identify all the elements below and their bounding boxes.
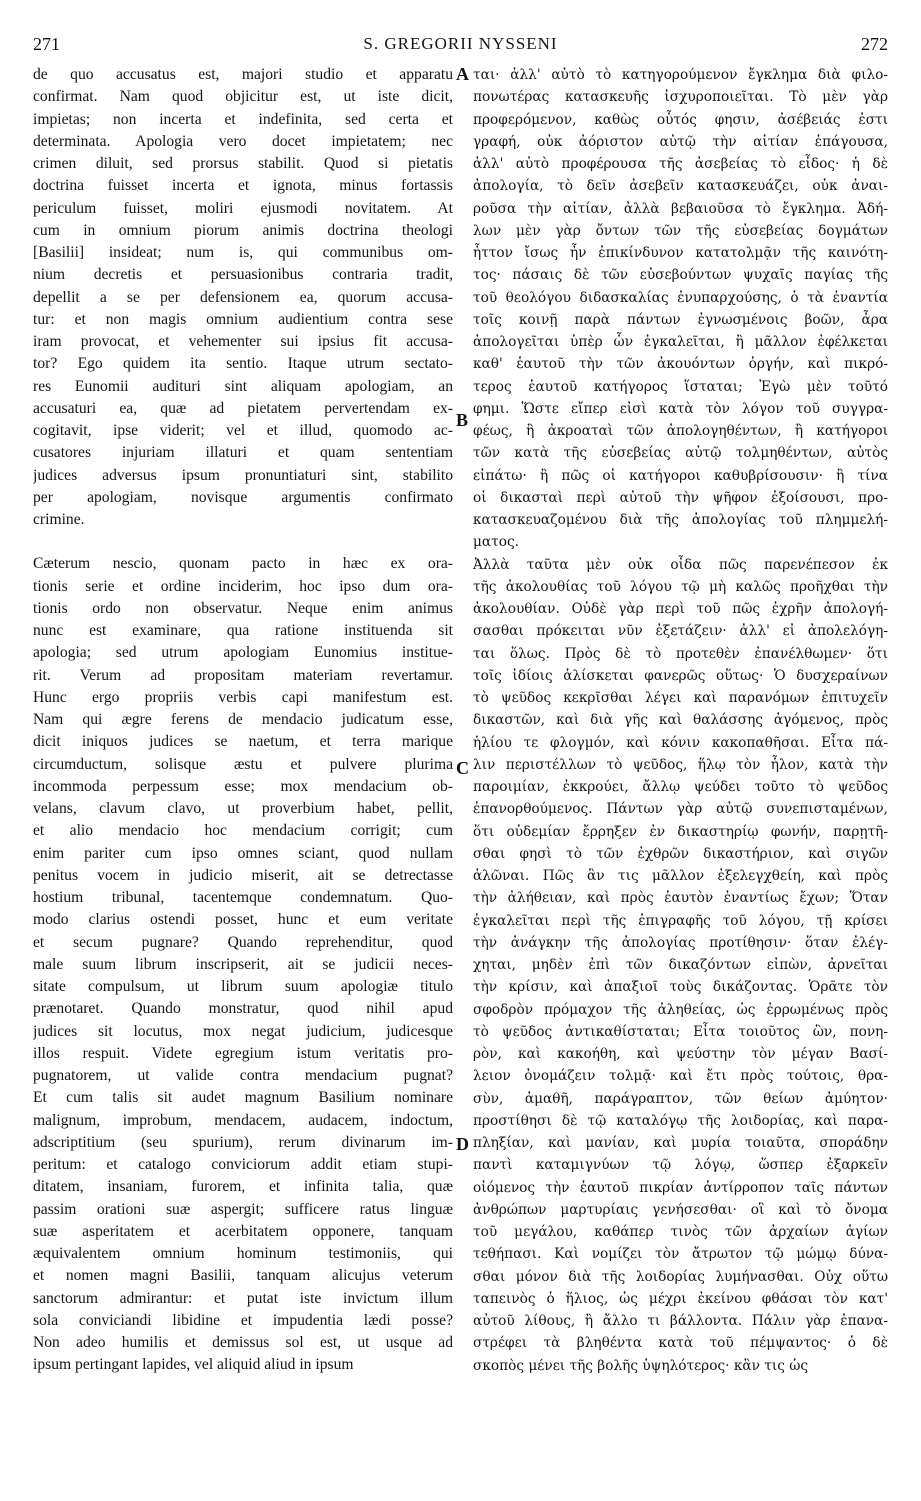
greek-text-line: σκοπὸς μένει τῆς βολῆς ὑψηλότερος· κἂν τις ὡς bbox=[473, 1357, 809, 1374]
latin-text-line: judices adversus ipsum pronuntiaturi sint, stabilito bbox=[33, 466, 453, 484]
latin-text-line: crimen diluit, sed prorsus stabilit. Quod si pietatis bbox=[33, 155, 453, 172]
latin-text-line: et alio mendacio hoc mendacium corrigit; cum bbox=[33, 822, 453, 840]
greek-text-line: τῶν κατὰ τῆς εὐσεβείας αὐτῷ τολμηθέντων, αὐτὸς bbox=[473, 445, 888, 462]
greek-column bbox=[473, 64, 888, 1377]
greek-text-line: πληξίαν, καὶ μανίαν, καὶ μυρία τοιαῦτα, σποράδην bbox=[473, 1135, 888, 1151]
latin-text-line: Cæterum nescio, quonam pacto in hæc ex ora- bbox=[33, 555, 453, 573]
greek-text-line: πονωτέρας κατασκευῆς ἰσχυροποιεῖται. Τὸ μὲν γὰρ bbox=[473, 89, 888, 106]
latin-text-line: apologia; sed utrum apologiam Eunomius institue- bbox=[33, 644, 453, 662]
greek-text-line: Ἀλλὰ ταῦτα μὲν οὐκ οἶδα πῶς παρενέπεσον ἐκ bbox=[473, 556, 888, 573]
greek-text-line: σθαι φησὶ τὸ τῶν ἐχθρῶν δικαστήριον, καὶ σιγῶν bbox=[473, 845, 888, 862]
greek-text-line: λων μὲν γὰρ ὄντων τῶν τῆς εὐσεβείας δογμάτων bbox=[473, 222, 888, 239]
latin-text-line: depellit a se per defensionem ea, quorum accusa- bbox=[33, 288, 453, 306]
latin-text-line: ditatem, insaniam, furorem, et infinita talia, quæ bbox=[33, 1178, 453, 1196]
latin-text-line: sola conviciandi libidine et impudentia lædi posse? bbox=[33, 1311, 453, 1329]
latin-text-line: [Basilii] insideat; num is, qui communibus om- bbox=[33, 244, 453, 261]
greek-text-line: τοῦ θεολόγου διδασκαλίας ἐνυπαρχούσης, ὁ τὰ ἐναντία bbox=[473, 289, 888, 306]
latin-text-line: hostium tribunal, tacentemque condemnatum. Quo- bbox=[33, 889, 453, 906]
greek-text-line: τοῖς κοινῇ παρὰ πάντων ἐγνωσμένοις βοῶν, ἆρα bbox=[473, 311, 888, 328]
greek-text-line: ἀνθρώπων μαρτυρίαις γενήσεσθαι· οἳ καὶ τὸ ὄνομα bbox=[473, 1201, 888, 1218]
greek-text-line: τεθήπασι. Καὶ νομίζει τὸν ἄτρωτον τῷ μώμῳ δύνα- bbox=[473, 1246, 888, 1263]
greek-text-line: σφοδρὸν πρόμαχον τῆς ἀληθείας, ὡς ἐρρωμένως πρὸς bbox=[473, 1001, 888, 1018]
latin-text-line: Non adeo humilis et demissus sol est, ut usque ad bbox=[33, 1334, 453, 1351]
greek-text-line: τῆς ἀκολουθίας τοῦ λόγου τῷ μὴ καλῶς προῆχθαι τὴν bbox=[473, 578, 888, 595]
latin-text-line: et secum pugnare? Quando reprehenditur, quod bbox=[33, 933, 453, 951]
greek-text-line: τοῦ μεγάλου, καθάπερ τινὸς τῶν ἀρχαίων ἁγίων bbox=[473, 1224, 888, 1240]
greek-text-line: χηται, μηδὲν ἐπὶ τῶν δικαζόντων εἰπὼν, ἀρνεῖται bbox=[473, 957, 888, 973]
greek-text-line: ἧττον ἴσως ἦν ἐπικίνδυνον κατατολμᾷν τῆς καινότη- bbox=[473, 245, 888, 261]
latin-text-line: et nomen magni Basilii, tanquam alicujus veterum bbox=[33, 1267, 453, 1285]
latin-text-line: judices sit locutus, mox negat judicium, judicesque bbox=[33, 1022, 453, 1040]
greek-text-line: ματος. bbox=[473, 534, 519, 551]
greek-text-line: φέως, ἢ ἀκροαταὶ τῶν ἀπολογηθέντων, ἢ κατήγοροι bbox=[473, 423, 888, 439]
latin-text-line: determinata. Apologia vero docet impietatem; nec bbox=[33, 132, 453, 150]
latin-text-line: rit. Verum ad propositam materiam revertamur. bbox=[33, 666, 453, 684]
latin-text-line: malignum, improbum, mendacem, audacem, indoctum, bbox=[33, 1111, 453, 1129]
greek-text-line: εἰπάτω· ἢ πῶς οἱ κατήγοροι καθυβρίσουσιν· ἢ τίνα bbox=[473, 467, 888, 484]
latin-text-line: circumductum, solisque æstu et pulvere plurima bbox=[33, 755, 453, 773]
latin-text-line: cogitavit, ipse viderit; vel et illud, quomodo ac- bbox=[33, 422, 453, 439]
greek-text-line: σασθαι πρόκειται νῦν ἐξετάζειν· ἀλλ' εἰ ἀπολελόγη- bbox=[473, 623, 888, 640]
greek-text-line: ἀλλ' αὐτὸ προφέρουσα τῆς ἀσεβείας τὸ εἶδος· ἡ δὲ bbox=[473, 156, 888, 172]
latin-text-line: pugnatorem, ut valide contra mendacium pugnat? bbox=[33, 1067, 453, 1084]
latin-text-line: crimine. bbox=[33, 511, 85, 528]
margin-marker-d: D bbox=[456, 1134, 469, 1154]
latin-text-line: adscriptitium (seu spurium), rerum divinarum im- bbox=[33, 1133, 453, 1151]
latin-text-line: enim pariter cum ipso omnes sciant, quod nullam bbox=[33, 844, 453, 862]
greek-text-line: οἰόμενος τὴν ἑαυτοῦ πικρίαν ἀντίρροπον ταῖς πάντων bbox=[473, 1179, 888, 1196]
greek-text-line: τερος ἑαυτοῦ κατήγορος ἵσταται; Ἐγὼ μὲν τοῦτό bbox=[473, 378, 888, 395]
greek-text-line: τὴν κρίσιν, καὶ ἀπαξιοῖ τοὺς δικάζοντας. Ὁρᾶτε τὸν bbox=[473, 979, 888, 996]
greek-text-line: ροῦσα τὴν αἰτίαν, ἀλλὰ βεβαιοῦσα τὸ ἔγκλημα. Ἀδή- bbox=[473, 200, 888, 217]
greek-text-line: καθ' ἑαυτοῦ τὴν τῶν ἀκουόντων ὀργήν, καὶ πικρό- bbox=[473, 356, 888, 373]
greek-text-line: ἀπολογεῖται ὑπὲρ ὧν ἐγκαλεῖται, ἢ μᾶλλον ἐφέλκεται bbox=[473, 334, 888, 350]
greek-text-line: λειον ὀνομάζειν τολμᾷ· καὶ ἔτι πρὸς τούτοις, θρα- bbox=[473, 1068, 888, 1085]
margin-marker-b: B bbox=[456, 410, 469, 430]
greek-text-line: λιν περιστέλλων τὸ ψεῦδος, ἥλῳ τὸν ἧλον, κατὰ τὴν bbox=[473, 756, 888, 773]
latin-text-line: tor? Ego quidem ita sentio. Itaque utrum sectato- bbox=[33, 355, 453, 373]
latin-text-line: cum in omnium piorum animis doctrina theologi bbox=[33, 221, 453, 239]
latin-text-line: doctrina fuisset incerta et ignota, minus fortassis bbox=[33, 177, 453, 195]
greek-text-line: ται ὅλως. Πρὸς δὲ τὸ προτεθὲν ἐπανέλθωμεν· ὅτι bbox=[473, 645, 888, 662]
latin-text-line: confirmat. Nam quod objicitur est, ut iste dicit, bbox=[33, 88, 453, 106]
latin-text-line: sitate compulsum, ut librum suum apologiæ titulo bbox=[33, 978, 453, 995]
latin-text-line: dicit iniquos judices se naetum, et terra marique bbox=[33, 733, 453, 751]
greek-text-line: ὅτι οὐδεμίαν ἔρρηξεν ἐν δικαστηρίῳ φωνήν, παρῃτῆ- bbox=[473, 823, 888, 840]
latin-text-line: sanctorum admirantur: et putat iste invictum illum bbox=[33, 1289, 453, 1307]
latin-text-line: periculum fuisset, moliri ejusmodi novitatem. At bbox=[33, 199, 453, 217]
greek-text-line: τὴν ἀλήθειαν, καὶ πρὸς ἑαυτὸν ἐναντίως ἔχων; Ὅταν bbox=[473, 890, 888, 907]
page-number-left: 271 bbox=[33, 34, 60, 54]
greek-text-line: αὐτοῦ λίθους, ἢ ἄλλο τι βάλλοντα. Πάλιν γὰρ ἐπανα- bbox=[473, 1313, 888, 1329]
greek-text-line: παροιμίαν, ἐκκρούει, ἄλλῳ ψεύδει τοῦτο τὸ ψεῦδος bbox=[473, 779, 888, 795]
latin-text-line bbox=[33, 531, 453, 553]
greek-text-line: τος· πάσαις δὲ τῶν εὐσεβούντων ψυχαῖς παγίας τῆς bbox=[473, 267, 888, 284]
greek-text-line: ἡλίου τε φλογμόν, καὶ κόνιν κακοπαθῆσαι. Εἶτα πά- bbox=[473, 734, 888, 751]
greek-text-line: τοῖς ἰδίοις ἁλίσκεται φανερῶς οὕτως· Ὁ δυσχεραίνων bbox=[473, 667, 888, 684]
latin-text-line: Nam qui ægre ferens de mendacio judicatum esse, bbox=[33, 711, 453, 728]
greek-text-line: κατασκευαζομένου διὰ τῆς ἀπολογίας τοῦ πλημμελή- bbox=[473, 512, 888, 528]
latin-text-line: tionis serie et ordine inciderim, hoc ipso dum ora- bbox=[33, 577, 453, 595]
greek-text-line: γραφή, οὐκ ἀόριστον αὐτῷ τὴν αἰτίαν ἐπάγουσα, bbox=[473, 133, 888, 150]
latin-text-line: peritum: et catalogo conviciorum addit etiam stupi- bbox=[33, 1156, 453, 1173]
latin-text-line: velans, clavum clavo, ut proverbium habet, pellit, bbox=[33, 800, 453, 817]
margin-marker-a: A bbox=[456, 64, 469, 84]
latin-text-line: incommoda perpessum esse; mox mendacium ob- bbox=[33, 777, 453, 795]
greek-text-line: ται· ἀλλ' αὐτὸ τὸ κατηγορούμενον ἔγκλημα διὰ φιλο- bbox=[473, 67, 888, 83]
greek-text-line: οἱ δικασταὶ περὶ αὐτοῦ τὴν ψῆφον ἐξοίσουσι, προ- bbox=[473, 489, 888, 506]
greek-text-line: φημι. Ὥστε εἴπερ εἰσὶ κατὰ τὸν λόγον τοῦ συγγρα- bbox=[473, 400, 888, 417]
greek-text-line: στρέφει τὰ βληθέντα κατὰ τοῦ πέμψαντος· ὁ δὲ bbox=[473, 1335, 888, 1352]
greek-text-line: τὴν ἀνάγκην τῆς ἀπολογίας προτίθησιν· ὅταν ἐλέγ- bbox=[473, 934, 888, 951]
latin-text-line: tionis ordo non observatur. Neque enim animus bbox=[33, 599, 453, 617]
greek-text-line: τὸ ψεῦδος κεκρῖσθαι λέγει καὶ παρανόμων ἐπιτυχεῖν bbox=[473, 690, 888, 706]
latin-text-line: suæ asperitatem et acerbitatem opponere, tanquam bbox=[33, 1222, 453, 1240]
latin-text-line: iram provocat, et vehementer sui ipsius fit accusa- bbox=[33, 333, 453, 350]
latin-text-line: cusatores injuriam illaturi et quam sententiam bbox=[33, 444, 453, 462]
greek-text-line: ἁλῶναι. Πῶς ἂν τις μᾶλλον ἐξελεγχθείη, καὶ πρὸς bbox=[473, 868, 888, 884]
latin-text-line: ipsum pertingant lapides, vel aliquid aliud in ipsum bbox=[33, 1356, 354, 1374]
greek-text-line: ταπεινὸς ὁ ἥλιος, ὡς μέχρι ἐκείνου φθάσαι τὸν κατ' bbox=[473, 1290, 888, 1307]
latin-text-line: nunc est examinare, qua ratione instituenda sit bbox=[33, 622, 453, 639]
greek-text-line: ἐπανορθούμενος. Πάντων γὰρ αὐτῷ συνεπισταμένων, bbox=[473, 801, 888, 818]
latin-text-line: accusaturi ea, quæ ad pietatem pervertendam ex- bbox=[33, 399, 453, 417]
latin-text-line: penitus vocem in judicio miserit, ait se detrectasse bbox=[33, 866, 453, 884]
latin-text-line: illos respuit. Videte egregium istum veritatis pro- bbox=[33, 1044, 453, 1062]
latin-text-line: æquivalentem omnium hominum testimoniis, qui bbox=[33, 1245, 453, 1262]
greek-text-line: παντὶ καταμιγνύων τῷ λόγῳ, ὥσπερ ἐξαρκεῖν bbox=[473, 1157, 888, 1174]
greek-text-line: ἐγκαλεῖται περὶ τῆς ἐπιγραφῆς τοῦ λόγου, τῇ κρίσει bbox=[473, 912, 888, 929]
latin-text-line: Hunc ergo propriis verbis capi manifestum est. bbox=[33, 688, 453, 706]
latin-text-line: modo clarius ostendi posset, hunc et eum veritate bbox=[33, 911, 453, 929]
greek-text-line: ἀκολουθίαν. Οὐδὲ γὰρ περὶ τοῦ πῶς ἐχρῆν ἀπολογή- bbox=[473, 601, 888, 617]
greek-text-line: ρὸν, καὶ κακοήθη, καὶ ψεύστην τὸν μέγαν Βασί- bbox=[473, 1046, 888, 1062]
page-number-right: 272 bbox=[861, 34, 888, 54]
latin-column bbox=[33, 64, 453, 1377]
greek-text-line: σὺν, ἀμαθῆ, παράγραπτον, τῶν θείων ἀμύητον· bbox=[473, 1090, 888, 1107]
greek-text-line: προστίθησι δὲ τῷ καταλόγῳ τῆς λοιδορίας, καὶ παρα- bbox=[473, 1112, 888, 1129]
margin-marker-c: C bbox=[456, 758, 469, 778]
greek-text-line: δικαστῶν, καὶ διὰ γῆς καὶ θαλάσσης ἀγόμενος, πρὸς bbox=[473, 712, 888, 729]
latin-text-line: male suum librum inscripserit, ait se judicii neces- bbox=[33, 955, 453, 973]
latin-text-line: impietas; non incerta et indefinita, sed certa et bbox=[33, 110, 453, 128]
greek-text-line: σθαι μόνον διὰ τῆς λοιδορίας λυμήνασθαι. Οὐχ οὕτω bbox=[473, 1268, 888, 1285]
greek-text-line: τὸ ψεῦδος ἀντικαθίσταται; Εἶτα τοιοῦτος ὢν, πονη- bbox=[473, 1023, 888, 1040]
latin-text-line: tur: et non magis omnium audientium contra sese bbox=[33, 310, 453, 328]
page-header bbox=[33, 34, 888, 60]
latin-text-line: nium decretis et persuasionibus contraria tradit, bbox=[33, 266, 453, 284]
latin-text-line: passim orationi suæ aspergit; sufficere ratus linguæ bbox=[33, 1200, 453, 1218]
latin-text-line: prænotaret. Quando monstratur, quod nihil apud bbox=[33, 1000, 453, 1018]
greek-text-line: προφερόμενον, καθὼς οὗτός φησιν, ἀσέβειάς ἐστι bbox=[473, 111, 888, 128]
latin-text-line: res Eunomii audituri sint aliquam apologiam, an bbox=[33, 377, 453, 395]
latin-text-line: per apologiam, novisque argumentis confirmato bbox=[33, 488, 453, 506]
latin-text-line: de quo accusatus est, majori studio et apparatu bbox=[33, 66, 453, 83]
running-title: S. GREGORII NYSSENI bbox=[363, 34, 558, 53]
greek-text-line: ἀπολογία, τὸ δεῖν ἀσεβεῖν κατασκευάζει, οὐκ ἀναι- bbox=[473, 178, 888, 195]
latin-text-line: Et cum talis sit audet magnum Basilium nominare bbox=[33, 1089, 453, 1107]
